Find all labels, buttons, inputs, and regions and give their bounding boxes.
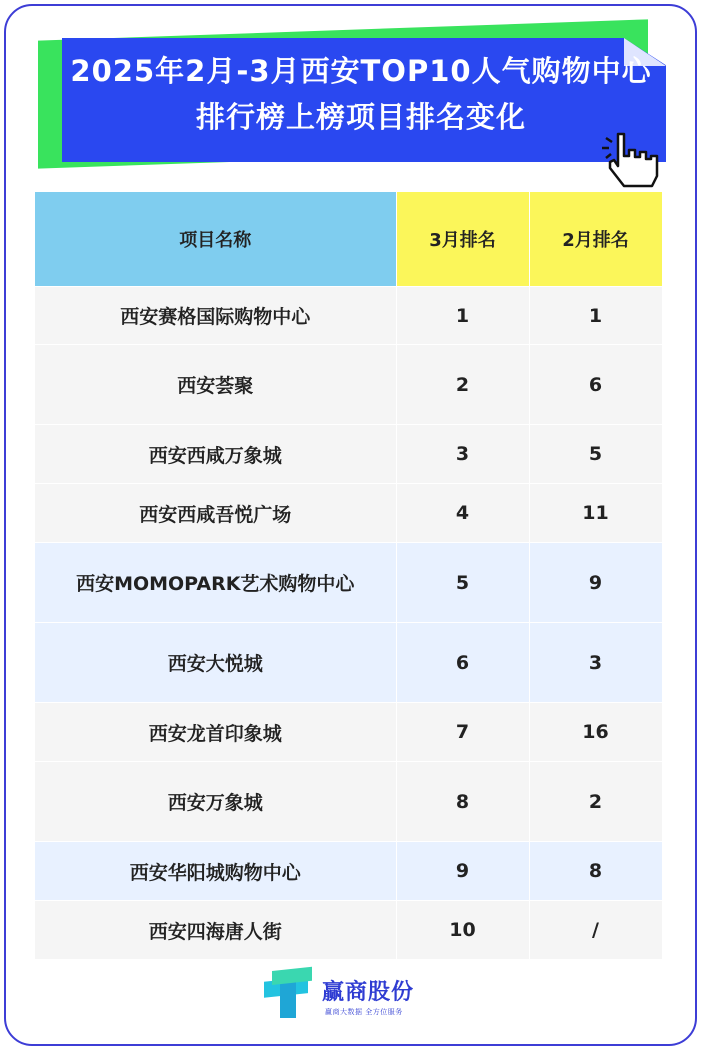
ranking-table bbox=[35, 192, 663, 960]
project-name-cell: 西安四海唐人街 bbox=[35, 901, 396, 960]
project-name-cell: 西安西咸吾悦广场 bbox=[35, 484, 396, 543]
february-rank-cell: 9 bbox=[529, 543, 662, 623]
project-name-cell: 西安华阳城购物中心 bbox=[35, 842, 396, 901]
project-name-cell: 西安赛格国际购物中心 bbox=[35, 287, 396, 345]
march-rank-cell: 10 bbox=[396, 901, 529, 960]
march-rank-cell: 7 bbox=[396, 703, 529, 762]
table-header-row bbox=[35, 192, 662, 287]
table-row bbox=[35, 484, 662, 543]
march-rank-cell: 6 bbox=[396, 623, 529, 703]
logo-slogan: 赢商大数据 全方位服务 bbox=[325, 1008, 403, 1016]
february-rank-cell: 6 bbox=[529, 345, 662, 425]
table-row bbox=[35, 762, 662, 842]
february-rank-cell: 3 bbox=[529, 623, 662, 703]
project-name-cell: 西安万象城 bbox=[35, 762, 396, 842]
february-rank-cell: 11 bbox=[529, 484, 662, 543]
table-row bbox=[35, 842, 662, 901]
march-rank-cell: 5 bbox=[396, 543, 529, 623]
march-rank-cell: 2 bbox=[396, 345, 529, 425]
table-row bbox=[35, 703, 662, 762]
february-rank-cell: 16 bbox=[529, 703, 662, 762]
header-project-name: 项目名称 bbox=[35, 192, 396, 287]
table-row bbox=[35, 425, 662, 484]
march-rank-cell: 1 bbox=[396, 287, 529, 345]
table-row bbox=[35, 623, 662, 703]
project-name-cell: 西安大悦城 bbox=[35, 623, 396, 703]
header-february-rank: 2月排名 bbox=[529, 192, 662, 287]
table-row bbox=[35, 287, 662, 345]
page-title: 2025年2月-3月西安TOP10人气购物中心排行榜上榜项目排名变化 bbox=[70, 54, 652, 134]
march-rank-cell: 4 bbox=[396, 484, 529, 543]
table-row bbox=[35, 901, 662, 960]
hand-pointer-icon bbox=[598, 128, 664, 194]
project-name-cell: 西安荟聚 bbox=[35, 345, 396, 425]
project-name-cell: 西安MOMOPARK艺术购物中心 bbox=[35, 543, 396, 623]
march-rank-cell: 9 bbox=[396, 842, 529, 901]
table-row bbox=[35, 543, 662, 623]
winshang-logo-icon bbox=[262, 966, 316, 1022]
logo-name: 赢商股份 bbox=[322, 980, 415, 1005]
project-name-cell: 西安龙首印象城 bbox=[35, 703, 396, 762]
march-rank-cell: 3 bbox=[396, 425, 529, 484]
february-rank-cell: 5 bbox=[529, 425, 662, 484]
february-rank-cell: 1 bbox=[529, 287, 662, 345]
table-row bbox=[35, 345, 662, 425]
header-march-rank: 3月排名 bbox=[396, 192, 529, 287]
february-rank-cell: / bbox=[529, 901, 662, 960]
february-rank-cell: 2 bbox=[529, 762, 662, 842]
march-rank-cell: 8 bbox=[396, 762, 529, 842]
project-name-cell: 西安西咸万象城 bbox=[35, 425, 396, 484]
february-rank-cell: 8 bbox=[529, 842, 662, 901]
